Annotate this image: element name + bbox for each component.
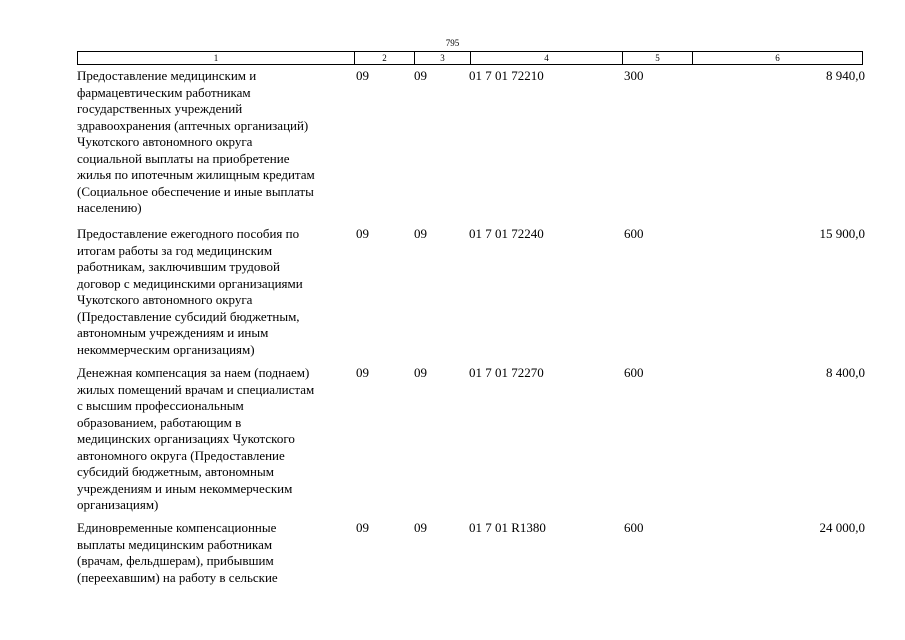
row-amount: 8 940,0 — [826, 68, 865, 83]
column-header-2: 2 — [355, 52, 415, 65]
row-expense-type: 600 — [624, 520, 644, 535]
row-target-article: 01 7 01 72270 — [469, 365, 544, 380]
page-number: 795 — [445, 38, 460, 48]
row-subsection-code: 09 — [414, 365, 427, 380]
column-header-table — [77, 51, 863, 65]
row-description: Предоставление медицинским и фармацевтическим работникам государственных учреждений здравоохранения (аптечных организаций) Чукотского автономного округа социальной выплаты на приобретение жилья по ипотечным жилищным кредитам (Социальное обеспечение и иные выплаты населению) — [77, 68, 315, 215]
row-section-code: 09 — [356, 68, 369, 83]
row-expense-type: 600 — [624, 226, 644, 241]
row-description: Предоставление ежегодного пособия по итогам работы за год медицинским работникам, заключившим трудовой договор с медицинскими организациями Чукотского автономного округа (Предоставление субсидий бюджетным, автономным учреждениям и иным некоммерческим организациям) — [77, 226, 303, 357]
column-header-4: 4 — [471, 52, 623, 65]
row-description: Единовременные компенсационные выплаты медицинским работникам (врачам, фельдшерам), прибывшим (переехавшим) на работу в сельские — [77, 520, 278, 585]
row-expense-type: 600 — [624, 365, 644, 380]
row-amount: 8 400,0 — [826, 365, 865, 380]
row-amount: 15 900,0 — [819, 226, 865, 241]
row-amount: 24 000,0 — [819, 520, 865, 535]
row-target-article: 01 7 01 72240 — [469, 226, 544, 241]
row-description: Денежная компенсация за наем (поднаем) жилых помещений врачам и специалистам с высшим профессиональным образованием, работающим в медицинских организациях Чукотского автономного округа (Предоставление субсидий бюджетным, автономным учреждениям и иным некоммерческим организациям) — [77, 365, 315, 512]
column-header-6: 6 — [693, 52, 863, 65]
row-section-code: 09 — [356, 226, 369, 241]
row-subsection-code: 09 — [414, 68, 427, 83]
row-target-article: 01 7 01 R1380 — [469, 520, 546, 535]
column-header-3: 3 — [415, 52, 471, 65]
column-header-5: 5 — [623, 52, 693, 65]
row-target-article: 01 7 01 72210 — [469, 68, 544, 83]
row-subsection-code: 09 — [414, 520, 427, 535]
column-header-1: 1 — [78, 52, 355, 65]
row-expense-type: 300 — [624, 68, 644, 83]
row-subsection-code: 09 — [414, 226, 427, 241]
row-section-code: 09 — [356, 365, 369, 380]
row-section-code: 09 — [356, 520, 369, 535]
